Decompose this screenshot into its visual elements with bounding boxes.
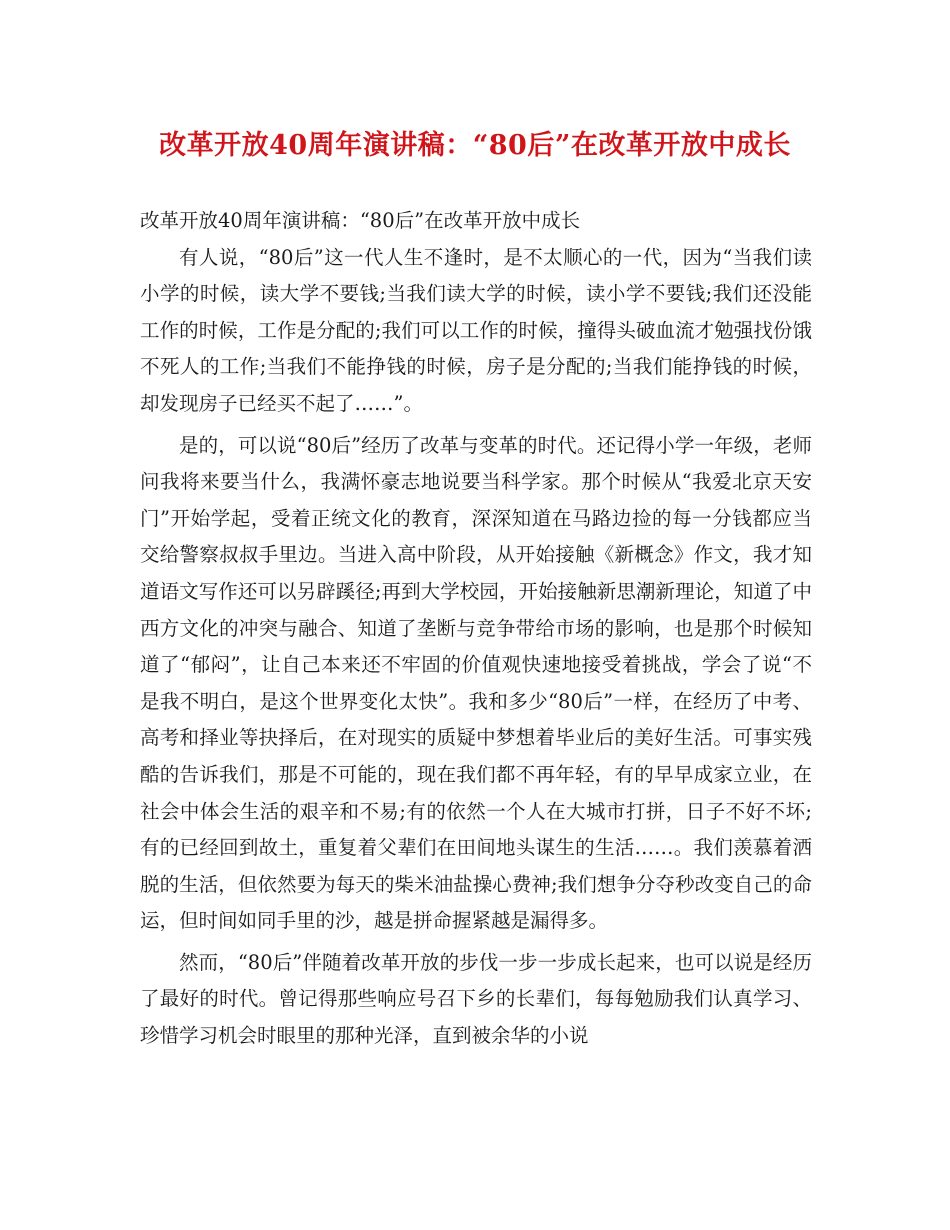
paragraph: 是的，可以说“80后”经历了改革与变革的时代。还记得小学一年级，老师问我将来要当什么，我满怀豪志地说要当科学家。那个时候从“我爱北京天安门”开始学起，受着正统文化的教育，深深知道在马路边捡的每一分钱都应当交给警察叔叔手里边。当进入高中阶段，从开始接触《新概念》作文，我才知道语文写作还可以另辟蹊径;再到大学校园，开始接触新思潮新理论，知道了中西方文化的冲突与融合、知道了垄断与竞争带给市场的影响，也是那个时候知道了“郁闷”，让自己本来还不牢固的价值观快速地接受着挑战，学会了说“不是我不明白，是这个世界变化太快”。我和多少“80后”一样，在经历了中考、高考和择业等抉择后，在对现实的质疑中梦想着毕业后的美好生活。可事实残酷的告诉我们，那是不可能的，现在我们都不再年轻，有的早早成家立业，在社会中体会生活的艰辛和不易;有的依然一个人在大城市打拼，日子不好不坏;有的已经回到故土，重复着父辈们在田间地头谋生的生活……。我们羡慕着洒脱的生活，但依然要为每天的柴米油盐操心费神;我们想争分夺秒改变自己的命运，但时间如同手里的沙，越是拼命握紧越是漏得多。 xyxy=(140,433,812,933)
document-subtitle: 改革开放40周年演讲稿：“80后”在改革开放中成长 xyxy=(140,209,581,232)
document-body xyxy=(140,203,812,1055)
document-title: 改革开放40周年演讲稿：“80后”在改革开放中成长 xyxy=(159,130,791,161)
paragraph: 有人说，“80后”这一代人生不逢时，是不太顺心的一代，因为“当我们读小学的时候，读大学不要钱;当我们读大学的时候，读小学不要钱;我们还没能工作的时候，工作是分配的;我们可以工作的时候，撞得头破血流才勉强找份饿不死人的工作;当我们不能挣钱的时候，房子是分配的;当我们能挣钱的时候，却发现房子已经买不起了……”。 xyxy=(140,245,812,415)
paragraph: 然而，“80后”伴随着改革开放的步伐一步一步成长起来，也可以说是经历了最好的时代。曾记得那些响应号召下乡的长辈们，每每勉励我们认真学习、珍惜学习机会时眼里的那种光泽，直到被余华的小说 xyxy=(140,950,812,1048)
